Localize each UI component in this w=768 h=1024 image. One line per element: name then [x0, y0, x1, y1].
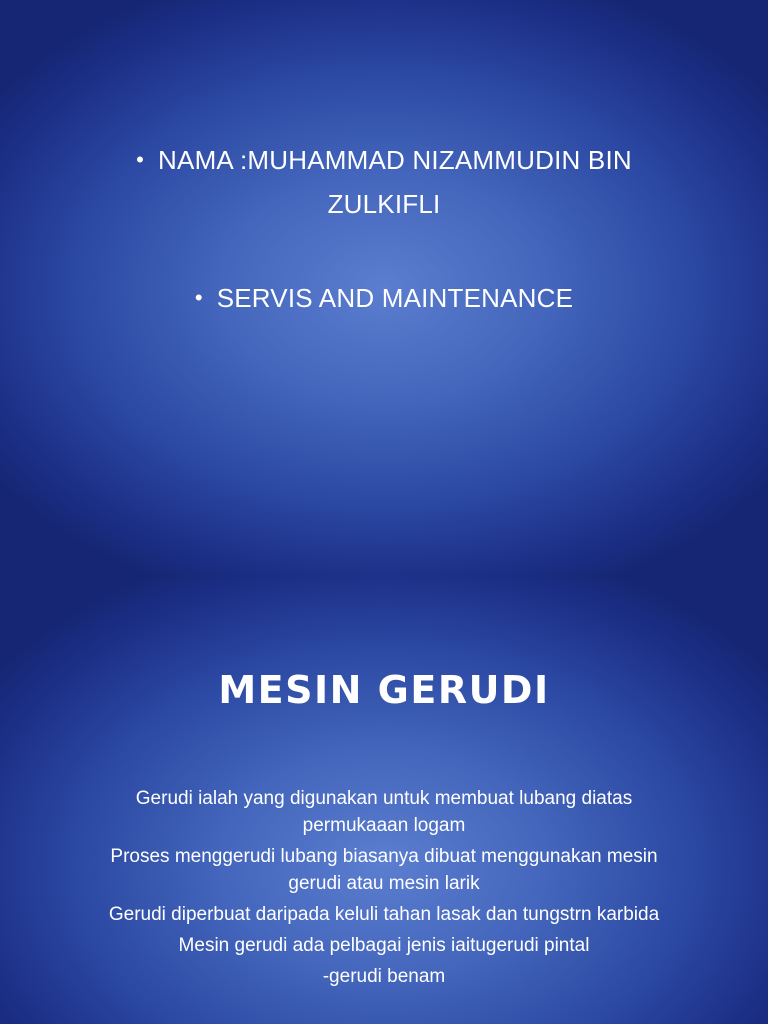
slide-2: [0, 576, 768, 1024]
paragraph-definition: Gerudi ialah yang digunakan untuk membuat lubang diatas permukaaan logam: [135, 788, 633, 836]
paragraph-types: Mesin gerudi ada pelbagai jenis iaitugerudi pintal: [178, 935, 590, 956]
bullet-text-subject: SERVIS AND MAINTENANCE: [216, 283, 574, 313]
paragraph-material: Gerudi diperbuat daripada keluli tahan lasak dan tungstrn karbida: [108, 904, 660, 925]
bullet-text-name: NAMA :MUHAMMAD NIZAMMUDIN BIN ZULKIFLI: [158, 145, 632, 219]
bullet-icon: •: [136, 147, 145, 172]
paragraph-type-item: -gerudi benam: [322, 966, 446, 987]
bullet-item-name: [80, 138, 688, 226]
bullet-item-subject: [80, 276, 688, 320]
slide-body: [104, 785, 664, 994]
paragraph-process: Proses menggerudi lubang biasanya dibuat menggunakan mesin gerudi atau mesin larik: [110, 846, 658, 894]
slide-title: MESIN GERUDI: [218, 668, 550, 712]
bullet-icon: •: [194, 285, 203, 310]
